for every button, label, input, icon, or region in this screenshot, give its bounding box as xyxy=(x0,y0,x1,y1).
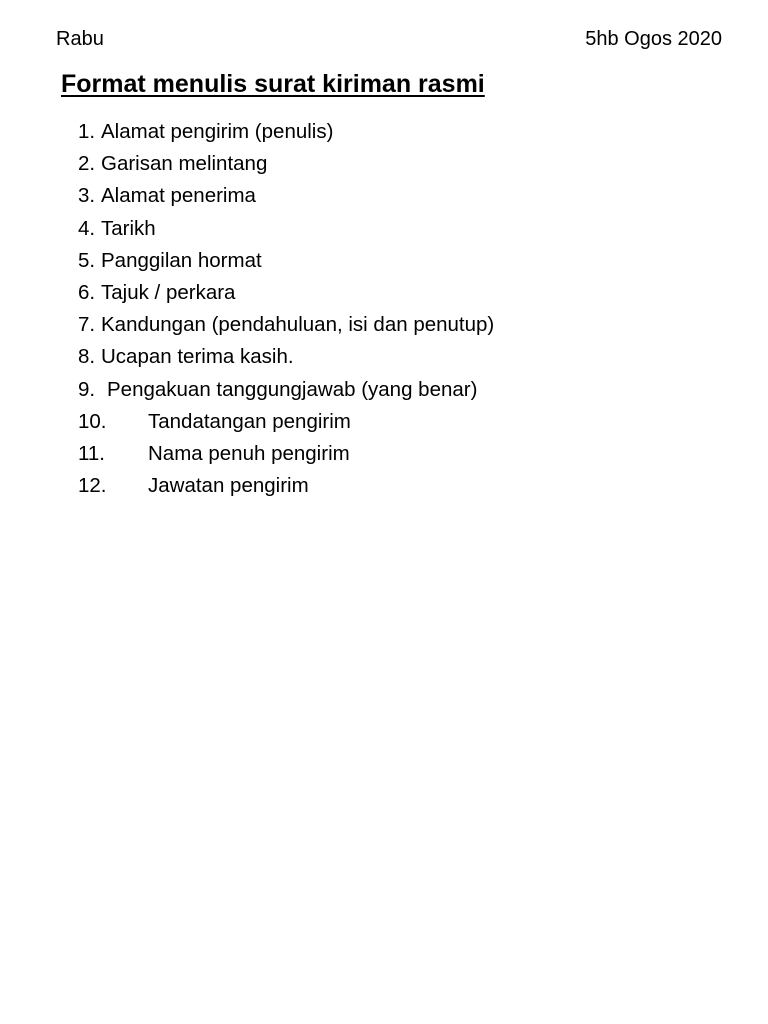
list-item-number: 7. xyxy=(78,313,96,337)
list-item-number: 1. xyxy=(78,120,96,143)
list-item-number: 5. xyxy=(78,248,96,272)
list-item-number: 9. xyxy=(78,377,96,401)
day-label: Rabu xyxy=(56,28,104,50)
list-item-number: 8. xyxy=(78,345,96,369)
list-item-text: Tajuk / perkara xyxy=(101,280,236,304)
list-item-number: 10. xyxy=(78,409,107,433)
list-item-text: Tandatangan pengirim xyxy=(148,409,351,433)
list-item-number: 11. xyxy=(78,441,105,465)
date-label: 5hb Ogos 2020 xyxy=(585,28,722,50)
list-item-text: Garisan melintang xyxy=(101,152,268,176)
list-item-text: Panggilan hormat xyxy=(101,248,262,272)
list-item-text: Pengakuan tanggungjawab (yang benar) xyxy=(107,377,478,401)
header-row xyxy=(56,28,722,56)
page-title: Format menulis surat kiriman rasmi xyxy=(61,70,485,98)
list-item-text: Nama penuh pengirim xyxy=(148,441,350,465)
list-item-number: 4. xyxy=(78,216,96,240)
list-item-text: Alamat pengirim (penulis) xyxy=(101,120,334,143)
list-item-text: Jawatan pengirim xyxy=(148,474,309,498)
list-item-text: Ucapan terima kasih. xyxy=(101,345,294,369)
list-item-number: 3. xyxy=(78,184,96,208)
list-item-number: 12. xyxy=(78,474,107,498)
list-item-text: Tarikh xyxy=(101,216,156,240)
list-item-text: Alamat penerima xyxy=(101,184,256,208)
list-item-text: Kandungan (pendahuluan, isi dan penutup) xyxy=(101,313,495,337)
list-item-number: 6. xyxy=(78,280,96,304)
list-item-number: 2. xyxy=(78,152,96,176)
